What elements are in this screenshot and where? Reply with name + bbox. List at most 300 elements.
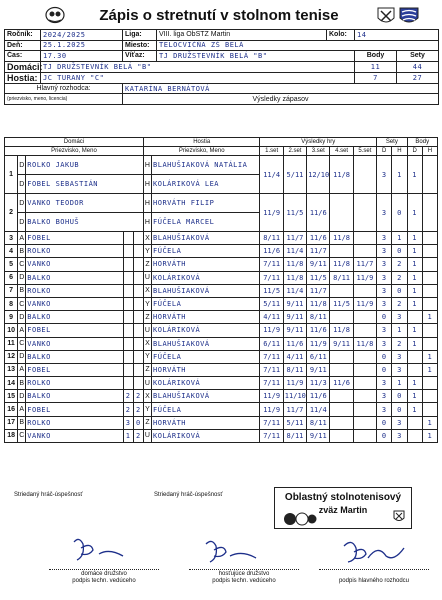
sets-away: 0 <box>392 194 407 232</box>
home-player-name: FOBEL <box>26 232 123 245</box>
away-name-header: Priezvisko, Meno <box>143 147 260 156</box>
singles-row <box>5 377 438 390</box>
sets-home: 3 <box>377 324 392 337</box>
vp-p <box>133 232 143 245</box>
home-letter: B <box>18 377 26 390</box>
sets-away: 3 <box>392 311 407 324</box>
sets-col-header: Sety <box>377 138 407 147</box>
vp-v: 3 <box>123 416 133 429</box>
set-score-2: 9/11 <box>283 324 306 337</box>
home-player-name: FOBEL <box>26 363 123 376</box>
set3-header: 3.set <box>307 147 330 156</box>
set-score-3: 11/6 <box>307 390 330 403</box>
sets-header: Sety <box>397 51 439 62</box>
set-score-1: 7/11 <box>260 258 283 271</box>
points-home: 1 <box>407 194 422 232</box>
page-title: Zápis o stretnutí v stolnom tenise <box>99 7 339 24</box>
vp-v <box>123 245 133 258</box>
home-name-header: Priezvisko, Meno <box>5 147 144 156</box>
home-letter: C <box>18 337 26 350</box>
points-away <box>422 297 437 310</box>
sets-home: 3 <box>377 245 392 258</box>
set-score-3: 11/7 <box>307 284 330 297</box>
home-letter: A <box>18 363 26 376</box>
sets-away: 1 <box>392 156 407 194</box>
vp-p: 2 <box>133 390 143 403</box>
home-letter: B <box>18 284 26 297</box>
referee-signature-caption: podpis hlavného rozhodcu <box>338 578 410 584</box>
home-player-name: BALKO <box>26 271 123 284</box>
home-letter: C <box>18 258 26 271</box>
home-letter: D <box>18 194 26 213</box>
set-score-1: 11/5 <box>260 284 283 297</box>
sets-home: 3 <box>377 403 392 416</box>
vp-p <box>133 377 143 390</box>
set-score-3: 11/6 <box>307 232 330 245</box>
league-value: VIII. liga ObSTZ Martin <box>157 30 327 41</box>
away-signature-line <box>189 569 299 570</box>
vp-p <box>133 245 143 258</box>
home-player-name: ROLKO <box>26 416 123 429</box>
set-score-1: 7/11 <box>260 363 283 376</box>
vp-v <box>123 350 133 363</box>
set-score-4 <box>330 363 353 376</box>
home-substitute-label: Striedaný hráč-úspešnosť <box>14 492 83 498</box>
points-away <box>422 232 437 245</box>
venue-label: Miesto: <box>123 40 157 51</box>
home-player-name: ROLKO JAKUB <box>26 156 144 175</box>
away-sets: 27 <box>397 72 439 83</box>
singles-row <box>5 311 438 324</box>
referee-value: KATARÍNA BERNÁTOVÁ <box>123 83 439 94</box>
set-score-3: 8/11 <box>307 311 330 324</box>
set-score-2: 11/9 <box>283 377 306 390</box>
sets-home: 3 <box>377 390 392 403</box>
away-player-name: FÚČELA <box>152 245 260 258</box>
set-score-5 <box>353 390 376 403</box>
home-label: Domáci: <box>5 61 41 72</box>
referee-label: Hlavný rozhodca: <box>5 83 123 94</box>
home-player-name: FOBEL <box>26 324 123 337</box>
venue-value: TELOCVIČŇA ZŠ BELÁ <box>157 40 439 51</box>
away-player-name: KOLÁRIKOVÁ <box>152 429 260 442</box>
set-score-1: 11/9 <box>260 194 283 232</box>
sets-away: 0 <box>392 403 407 416</box>
set-score-5 <box>353 429 376 442</box>
home-player-name: FOBEL <box>26 403 123 416</box>
set-score-4: 11/8 <box>330 232 353 245</box>
set1-header: 1.set <box>260 147 283 156</box>
away-letter: Z <box>143 258 151 271</box>
home-letter: C <box>18 297 26 310</box>
away-player-name: KOLÁRIKOVÁ <box>152 271 260 284</box>
match-number: 2 <box>5 194 18 232</box>
match-number: 6 <box>5 271 18 284</box>
points-home <box>407 350 422 363</box>
set-score-1: 4/11 <box>260 311 283 324</box>
vp-p <box>133 284 143 297</box>
ping-pong-balls-icon <box>283 512 317 526</box>
referee-note: (priezvisko, meno, licencia) <box>5 94 123 105</box>
set-score-2: 4/11 <box>283 350 306 363</box>
sets-home: 3 <box>377 377 392 390</box>
set-score-3: 9/11 <box>307 258 330 271</box>
sets-home: 0 <box>377 416 392 429</box>
vp-p <box>133 271 143 284</box>
set-score-2: 5/11 <box>283 416 306 429</box>
set-score-4 <box>330 350 353 363</box>
match-number: 18 <box>5 429 18 442</box>
away-tech-caption: podpis techn. vedúceho <box>212 578 276 584</box>
home-letter: B <box>18 245 26 258</box>
set-score-2: 8/11 <box>283 363 306 376</box>
points-home <box>407 429 422 442</box>
away-letter: X <box>143 390 151 403</box>
home-signature-line <box>49 569 159 570</box>
sets-d-header: D <box>377 147 392 156</box>
set-score-3: 9/11 <box>307 363 330 376</box>
set-score-2: 11/10 <box>283 390 306 403</box>
referee-signature-icon <box>334 534 414 568</box>
match-number: 5 <box>5 258 18 271</box>
match-number: 9 <box>5 311 18 324</box>
set-score-5 <box>353 194 376 232</box>
vp-p <box>133 363 143 376</box>
set-score-5: 11/7 <box>353 258 376 271</box>
points-away: 1 <box>422 350 437 363</box>
round-label: Kolo: <box>327 30 355 41</box>
points-home: 1 <box>407 403 422 416</box>
set-score-4 <box>330 390 353 403</box>
points-away: 1 <box>422 311 437 324</box>
sets-away: 2 <box>392 271 407 284</box>
doubles-row <box>5 156 438 175</box>
away-player-name: HORVÁTH <box>152 311 260 324</box>
match-number: 15 <box>5 390 18 403</box>
set-score-1: 11/9 <box>260 324 283 337</box>
set5-header: 5.set <box>353 147 376 156</box>
away-letter: Y <box>143 403 151 416</box>
points-away <box>422 245 437 258</box>
set-score-1: 5/11 <box>260 297 283 310</box>
away-player-name: BLAHUŠIAKOVÁ <box>152 390 260 403</box>
home-points: 11 <box>355 61 397 72</box>
vp-p <box>133 258 143 271</box>
home-letter: A <box>18 324 26 337</box>
set-score-2: 11/7 <box>283 403 306 416</box>
home-player-name: VANKO <box>26 258 123 271</box>
season-label: Ročník: <box>5 30 41 41</box>
away-letter: H <box>143 194 151 213</box>
points-header: Body <box>355 51 397 62</box>
vp-v <box>123 363 133 376</box>
points-home: 1 <box>407 324 422 337</box>
home-letter: D <box>18 271 26 284</box>
away-player-name: BLAHUŠIAKOVÁ NATÁLIA <box>152 156 260 175</box>
coat-of-arms-icon <box>376 7 420 27</box>
points-home <box>407 363 422 376</box>
away-letter: H <box>143 213 151 232</box>
set2-header: 2.set <box>283 147 306 156</box>
vp-v <box>123 258 133 271</box>
set-score-2: 8/11 <box>283 429 306 442</box>
sets-away: 0 <box>392 245 407 258</box>
home-team-value: TJ DRUŽSTEVNÍK BELÁ "B" <box>41 61 355 72</box>
away-letter: Y <box>143 297 151 310</box>
away-col-header: Hostia <box>143 138 260 147</box>
set-score-3: 11/3 <box>307 377 330 390</box>
small-coat-of-arms-icon <box>393 510 405 524</box>
points-col-header: Body <box>407 138 437 147</box>
points-away <box>422 403 437 416</box>
set-score-2: 9/11 <box>283 297 306 310</box>
match-info-table <box>4 29 439 105</box>
set-score-5 <box>353 156 376 194</box>
set-score-3: 8/11 <box>307 416 330 429</box>
points-away <box>422 284 437 297</box>
sets-away: 3 <box>392 429 407 442</box>
away-player-name: HORVÁTH <box>152 258 260 271</box>
set-score-3: 6/11 <box>307 350 330 363</box>
away-letter: H <box>143 156 151 175</box>
set-score-4 <box>330 284 353 297</box>
points-home: 1 <box>407 390 422 403</box>
vp-p: 2 <box>133 403 143 416</box>
away-letter: Z <box>143 416 151 429</box>
sets-home: 3 <box>377 232 392 245</box>
results-games-header: Výsledky hry <box>260 138 377 147</box>
set-score-5: 11/9 <box>353 297 376 310</box>
match-number: 11 <box>5 337 18 350</box>
set-score-3: 11/6 <box>307 194 330 232</box>
set-score-2: 9/11 <box>283 311 306 324</box>
set-score-1: 6/11 <box>260 337 283 350</box>
set-score-2: 5/11 <box>283 156 306 194</box>
association-logo-icon <box>44 6 66 24</box>
points-away <box>422 377 437 390</box>
set-score-5 <box>353 363 376 376</box>
home-player-name: BALKO <box>26 311 123 324</box>
sets-away: 2 <box>392 297 407 310</box>
set-score-4 <box>330 245 353 258</box>
set-score-1: 7/11 <box>260 416 283 429</box>
home-player-name: VANKO <box>26 429 123 442</box>
away-letter: X <box>143 337 151 350</box>
set-score-5 <box>353 284 376 297</box>
home-player-name: FOBEL SEBASTIÁN <box>26 175 144 194</box>
home-letter: C <box>18 429 26 442</box>
set-score-2: 11/4 <box>283 284 306 297</box>
away-letter: U <box>143 271 151 284</box>
set-score-5 <box>353 350 376 363</box>
away-player-name: BLAHUŠIAKOVÁ <box>152 337 260 350</box>
set-score-2: 11/8 <box>283 271 306 284</box>
points-home: 1 <box>407 245 422 258</box>
singles-row <box>5 390 438 403</box>
match-number: 14 <box>5 377 18 390</box>
sets-away: 1 <box>392 232 407 245</box>
singles-row <box>5 258 438 271</box>
set-score-5: 11/9 <box>353 271 376 284</box>
association-line1: Oblastný stolnotenisový <box>284 492 402 503</box>
away-player-name: HORVÁTH <box>152 363 260 376</box>
referee-signature-line <box>319 569 429 570</box>
away-player-name: KOLÁRIKOVÁ LEA <box>152 175 260 194</box>
sets-home: 3 <box>377 194 392 232</box>
set-score-3: 11/9 <box>307 337 330 350</box>
home-letter: A <box>18 232 26 245</box>
home-letter: D <box>18 390 26 403</box>
away-letter: Z <box>143 363 151 376</box>
score-sheet <box>4 4 438 596</box>
round-value: 14 <box>355 30 439 41</box>
time-value: 17.30 <box>41 51 123 62</box>
home-player-name: BALKO <box>26 390 123 403</box>
home-player-name: ROLKO <box>26 245 123 258</box>
home-letter: B <box>18 416 26 429</box>
sets-home: 3 <box>377 156 392 194</box>
sets-home: 0 <box>377 363 392 376</box>
vp-p: 0 <box>133 416 143 429</box>
home-letter: D <box>18 175 26 194</box>
away-letter: U <box>143 324 151 337</box>
away-player-name: FÚČELA <box>152 297 260 310</box>
singles-row <box>5 337 438 350</box>
away-letter: U <box>143 429 151 442</box>
set-score-4 <box>330 311 353 324</box>
points-home: 1 <box>407 156 422 194</box>
vp-v <box>123 311 133 324</box>
match-number: 12 <box>5 350 18 363</box>
vp-v <box>123 297 133 310</box>
singles-row <box>5 363 438 376</box>
match-number: 8 <box>5 297 18 310</box>
sets-away: 3 <box>392 363 407 376</box>
set-score-4: 11/5 <box>330 297 353 310</box>
set-score-2: 11/4 <box>283 245 306 258</box>
set-score-4: 11/6 <box>330 377 353 390</box>
set-score-3: 12/10 <box>307 156 330 194</box>
away-team-value: JC TURANY "C" <box>41 72 355 83</box>
set-score-5 <box>353 324 376 337</box>
set-score-5 <box>353 377 376 390</box>
home-player-name: ROLKO <box>26 377 123 390</box>
singles-row <box>5 429 438 442</box>
time-label: Čas: <box>5 51 41 62</box>
set-score-1: 7/11 <box>260 271 283 284</box>
set-score-4: 11/8 <box>330 258 353 271</box>
points-home: 1 <box>407 297 422 310</box>
set-score-1: 7/11 <box>260 377 283 390</box>
points-home <box>407 416 422 429</box>
set-score-4: 9/11 <box>330 337 353 350</box>
vp-p <box>133 311 143 324</box>
vp-v <box>123 337 133 350</box>
vp-v: 2 <box>123 390 133 403</box>
points-away <box>422 337 437 350</box>
home-letter: D <box>18 350 26 363</box>
doubles-row <box>5 194 438 213</box>
home-player-name: ROLKO <box>26 284 123 297</box>
vp-v <box>123 271 133 284</box>
date-label: Deň: <box>5 40 41 51</box>
singles-row <box>5 297 438 310</box>
singles-row <box>5 245 438 258</box>
away-player-name: FÚČELA <box>152 350 260 363</box>
singles-row <box>5 403 438 416</box>
home-letter: D <box>18 311 26 324</box>
sets-home: 0 <box>377 311 392 324</box>
vp-v: 1 <box>123 429 133 442</box>
match-number: 10 <box>5 324 18 337</box>
points-away <box>422 194 437 232</box>
set-score-1: 11/4 <box>260 156 283 194</box>
set-score-3: 9/11 <box>307 429 330 442</box>
set-score-1: 11/9 <box>260 390 283 403</box>
away-label: Hostia: <box>5 72 41 83</box>
set-score-3: 11/5 <box>307 271 330 284</box>
away-player-name: BLAHUŠIAKOVÁ <box>152 232 260 245</box>
home-letter: D <box>18 156 26 175</box>
points-home: 1 <box>407 284 422 297</box>
points-away: 1 <box>422 363 437 376</box>
home-player-name: VANKO <box>26 297 123 310</box>
points-away: 1 <box>422 429 437 442</box>
away-letter: Y <box>143 350 151 363</box>
home-letter: A <box>18 403 26 416</box>
vp-v <box>123 232 133 245</box>
association-box <box>274 487 412 529</box>
match-number: 16 <box>5 403 18 416</box>
home-tech-caption: podpis techn. vedúceho <box>72 578 136 584</box>
results-title: Výsledky zápasov <box>252 95 309 103</box>
away-signature-icon <box>194 534 274 568</box>
sets-away: 2 <box>392 337 407 350</box>
set-score-3: 11/7 <box>307 245 330 258</box>
vp-v <box>123 377 133 390</box>
vp-p <box>133 350 143 363</box>
set-score-1: 11/9 <box>260 403 283 416</box>
set-score-4: 8/11 <box>330 271 353 284</box>
away-points: 7 <box>355 72 397 83</box>
winner-value: TJ DRUŽSTEVNÍK BELÁ "B" <box>157 51 355 62</box>
away-player-name: HORVÁTH FILIP <box>152 194 260 213</box>
sets-away: 1 <box>392 324 407 337</box>
points-home: 1 <box>407 271 422 284</box>
away-letter: Y <box>143 245 151 258</box>
home-player-name: BALKO <box>26 350 123 363</box>
home-player-name: VANKO <box>26 337 123 350</box>
sets-home: 3 <box>377 337 392 350</box>
home-col-header: Domáci <box>5 138 144 147</box>
sets-away: 3 <box>392 350 407 363</box>
away-letter: H <box>143 175 151 194</box>
points-away <box>422 271 437 284</box>
set-score-2: 11/7 <box>283 232 306 245</box>
set-score-2: 11/5 <box>283 194 306 232</box>
vp-v <box>123 324 133 337</box>
sets-home: 3 <box>377 297 392 310</box>
winner-label: Víťaz: <box>123 51 157 62</box>
points-away <box>422 156 437 194</box>
away-team-caption: hosťujúce družstvo <box>218 571 270 577</box>
away-player-name: BLAHUŠIAKOVÁ <box>152 284 260 297</box>
sets-home: 0 <box>377 350 392 363</box>
away-letter: Z <box>143 311 151 324</box>
set4-header: 4.set <box>330 147 353 156</box>
results-table <box>4 137 438 443</box>
sets-away: 0 <box>392 284 407 297</box>
